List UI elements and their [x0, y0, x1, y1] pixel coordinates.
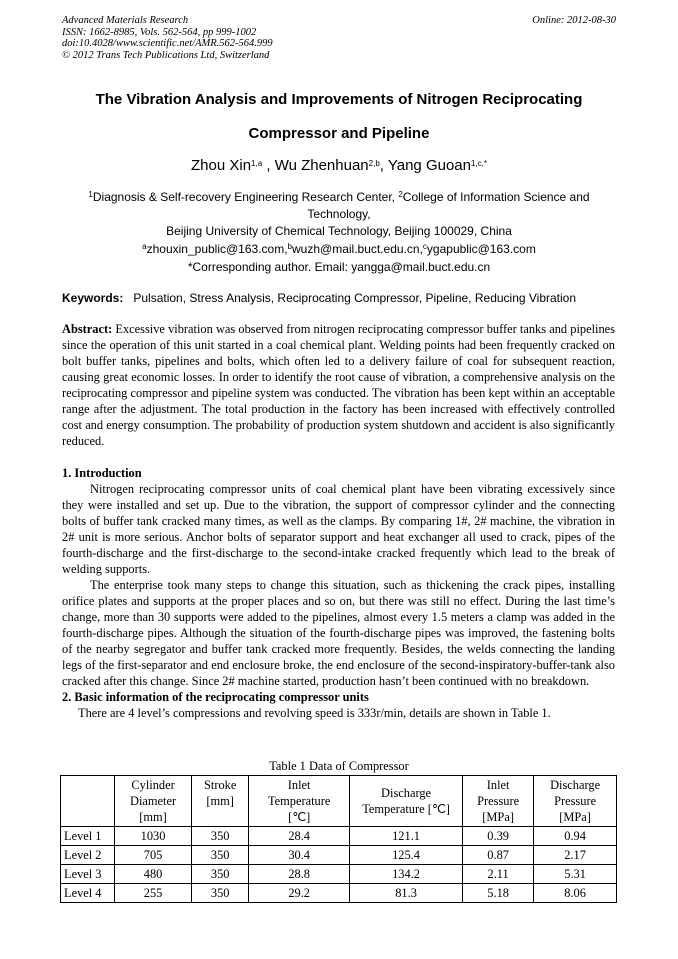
- journal-name: Advanced Materials Research: [62, 15, 189, 26]
- email-address: zhouxin_public@163.com,: [146, 242, 288, 256]
- doi-line: doi:10.4028/www.scientific.net/AMR.562-564.999: [62, 38, 273, 49]
- table-header-cell: Discharge Temperature [℃]: [350, 776, 463, 827]
- author-name: Zhou Xin: [191, 157, 252, 174]
- table-cell: 121.1: [350, 827, 463, 846]
- keywords: [62, 291, 616, 305]
- table-cell: 705: [115, 846, 192, 865]
- abstract-text: Excessive vibration was observed from nitrogen reciprocating compressor buffer tanks and pipelines since the operation of this unit started in a coal chemical plant. Welding points had been frequently cracked on bolt buffer tanks, pipelines and bolts, which often led to a delivery failure of coal for subsequent reaction, causing great economic losses. In order to identify the root cause of vibration, a comprehensive analysis on the reciprocating compressor and pipeline system was conducted. The vibration has been kept within an acceptable range after the adjustment. The total production in the factory has been increased with effectively controlled cost and energy consumption. The probability of production system shutdown and accident is also significantly reduced.: [62, 322, 615, 448]
- table-row: [61, 884, 617, 903]
- table-cell: 28.4: [249, 827, 350, 846]
- email-superscript: b: [287, 242, 292, 251]
- table-cell: 5.18: [463, 884, 534, 903]
- keywords-text: Pulsation, Stress Analysis, Reciprocating Compressor, Pipeline, Reducing Vibration: [133, 291, 577, 305]
- email-address: ygapublic@163.com: [426, 242, 536, 256]
- email-address: wuzh@mail.buct.edu.cn,: [292, 242, 423, 256]
- paragraph: The enterprise took many steps to change this situation, such as thickening the crack pipes, installing orifice plates and supports at the proper places and so on, but there was still no effect. During the last time’s change, more than 30 supports were added to the pipelines, almost every 1.5 meters a clamp was added in the fourth-discharge pipes. Although the situation of the fourth-discharge pipes was improved, the fastening bolts of the nearby segregator and buffer tank cracked more frequently. Besides, the welds connecting the landing legs of the first-separator and end enclosure broke, the end enclosure of the second-inspiratory-buffer-tank also cracked after this change. Since 2# machine started, production hasn’t been continued with no breakdown.: [62, 578, 615, 688]
- journal-header: [62, 15, 273, 61]
- section-introduction: [62, 465, 615, 721]
- keywords-label: Keywords:: [62, 291, 124, 305]
- author-name: Yang Guoan: [387, 157, 471, 174]
- affiliation-superscript: 2: [398, 190, 403, 199]
- table-row: [61, 827, 617, 846]
- corresponding-author: *Corresponding author. Email: yangga@mail.buct.edu.cn: [187, 260, 491, 274]
- affiliation-line-2: Beijing University of Chemical Technology, Beijing 100029, China: [166, 224, 512, 238]
- table-cell: 5.31: [534, 865, 617, 884]
- table-header-cell: Cylinder Diameter [mm]: [115, 776, 192, 827]
- section-heading: 1. Introduction: [62, 466, 142, 480]
- paper-title-line-2: Compressor and Pipeline: [248, 125, 430, 142]
- email-superscript: a: [142, 242, 147, 251]
- table-cell: Level 2: [61, 846, 115, 865]
- email-superscript: c: [422, 242, 427, 251]
- affiliation-superscript: 1: [88, 190, 93, 199]
- paragraph: Nitrogen reciprocating compressor units of coal chemical plant have been vibrating excessively since they were installed and set up. Due to the vibration, the support of compressor cylinder and the connecting bolts of buffer tank cracked many times, as well as the clamps. By comparing 1#, 2# machine, the vibration in 2# unit is more serious. Anchor bolts of separator support and heat exchanger all used to crack, pipes of the fourth-discharge and the first-discharge to the second-intake cracked frequently which lead to the break of welding supports.: [62, 482, 615, 576]
- table-cell: Level 4: [61, 884, 115, 903]
- paper-title-line-1: The Vibration Analysis and Improvements of Nitrogen Reciprocating: [95, 91, 583, 108]
- affiliation-text: College of Information Science and Technology,: [307, 190, 590, 221]
- issn-line: ISSN: 1662-8985, Vols. 562-564, pp 999-1002: [62, 26, 257, 38]
- table-cell: 29.2: [249, 884, 350, 903]
- table-cell: 255: [115, 884, 192, 903]
- table-header-row: [61, 776, 617, 827]
- affiliation-text: Diagnosis & Self-recovery Engineering Research Center,: [92, 190, 399, 204]
- table-cell: 350: [192, 827, 249, 846]
- table-cell: 125.4: [350, 846, 463, 865]
- table-cell: 1030: [115, 827, 192, 846]
- author-superscript: 1,a: [251, 159, 263, 168]
- table-cell: 350: [192, 846, 249, 865]
- table-cell: 134.2: [350, 865, 463, 884]
- table-cell: 8.06: [534, 884, 617, 903]
- author-superscript: 2,b: [368, 159, 380, 168]
- author-separator: ,: [379, 157, 388, 174]
- compressor-data-table: [60, 775, 617, 903]
- table-cell: Level 3: [61, 865, 115, 884]
- table-cell: Level 1: [61, 827, 115, 846]
- author-separator: ,: [262, 157, 275, 174]
- copyright-line: © 2012 Trans Tech Publications Ltd, Switzerland: [62, 49, 270, 61]
- table-header-cell: Discharge Pressure [MPa]: [534, 776, 617, 827]
- table-cell: 2.17: [534, 846, 617, 865]
- table-cell: 350: [192, 884, 249, 903]
- author-list: [62, 157, 616, 174]
- table-cell: 350: [192, 865, 249, 884]
- online-date: Online: 2012-08-30: [532, 15, 616, 26]
- affiliation-line-1: [62, 189, 616, 223]
- table-cell: 0.39: [463, 827, 534, 846]
- table-header-cell: Inlet Pressure [MPa]: [463, 776, 534, 827]
- table-cell: 28.8: [249, 865, 350, 884]
- abstract: [62, 321, 615, 449]
- table-row: [61, 865, 617, 884]
- email-line: [62, 241, 616, 258]
- table-caption: Table 1 Data of Compressor: [269, 759, 409, 773]
- table-cell: 2.11: [463, 865, 534, 884]
- table-cell: 0.87: [463, 846, 534, 865]
- abstract-label: Abstract:: [62, 322, 113, 336]
- table-cell: 480: [115, 865, 192, 884]
- table-cell: 0.94: [534, 827, 617, 846]
- author-name: Wu Zhenhuan: [274, 157, 369, 174]
- table-header-cell: Stroke [mm]: [192, 776, 249, 827]
- table-cell: 30.4: [249, 846, 350, 865]
- table-row: [61, 846, 617, 865]
- section-heading: 2. Basic information of the reciprocating compressor units: [62, 690, 369, 704]
- paragraph: There are 4 level’s compressions and revolving speed is 333r/min, details are shown in Table 1.: [78, 706, 551, 720]
- table-header-cell: [61, 776, 115, 827]
- author-superscript: 1,c,*: [470, 159, 487, 168]
- table-header-cell: Inlet Temperature [℃]: [249, 776, 350, 827]
- table-cell: 81.3: [350, 884, 463, 903]
